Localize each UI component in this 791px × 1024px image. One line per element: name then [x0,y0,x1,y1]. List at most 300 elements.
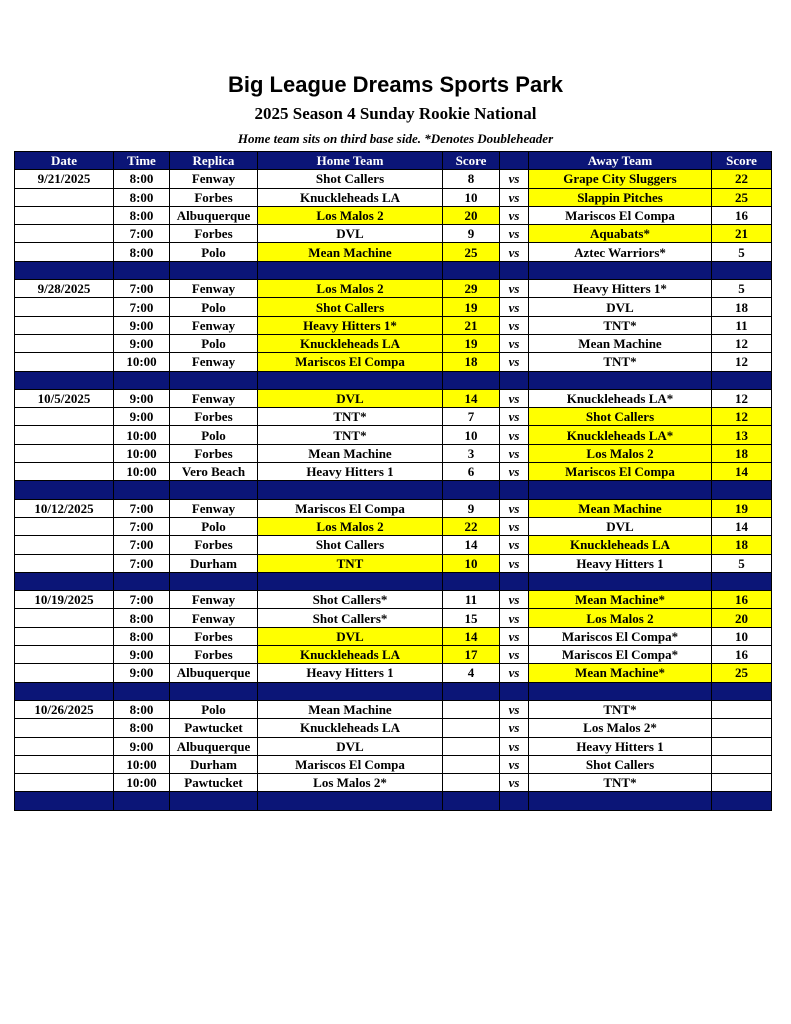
game-replica: Polo [170,334,258,352]
game-row [15,463,772,481]
game-replica: Forbes [170,225,258,243]
week-separator [15,371,772,389]
away-score [712,755,772,773]
separator-cell [712,682,772,700]
away-team: Grape City Sluggers [529,170,712,188]
home-team: TNT* [258,408,443,426]
vs-label: vs [500,719,529,737]
game-time: 10:00 [114,463,170,481]
home-team: DVL [258,389,443,407]
game-date [15,334,114,352]
game-row [15,188,772,206]
away-score: 18 [712,444,772,462]
game-time: 8:00 [114,188,170,206]
home-team: Heavy Hitters 1 [258,664,443,682]
game-date [15,353,114,371]
away-team: Slappin Pitches [529,188,712,206]
home-team: Shot Callers* [258,591,443,609]
home-score: 29 [443,280,500,298]
separator-cell [500,682,529,700]
game-time: 7:00 [114,554,170,572]
away-score: 16 [712,206,772,224]
home-team: Heavy Hitters 1 [258,463,443,481]
away-team: Mariscos El Compa [529,206,712,224]
away-score: 14 [712,463,772,481]
away-team: Shot Callers [529,755,712,773]
vs-label: vs [500,646,529,664]
home-team: DVL [258,225,443,243]
away-team: Los Malos 2* [529,719,712,737]
away-team: Aquabats* [529,225,712,243]
game-time: 10:00 [114,426,170,444]
game-date [15,298,114,316]
game-time: 7:00 [114,536,170,554]
game-replica: Forbes [170,188,258,206]
game-date [15,737,114,755]
separator-cell [712,371,772,389]
game-time: 9:00 [114,316,170,334]
home-team: Mean Machine [258,243,443,261]
separator-cell [500,371,529,389]
game-replica: Fenway [170,353,258,371]
game-time: 9:00 [114,646,170,664]
game-replica: Forbes [170,444,258,462]
home-score: 22 [443,517,500,535]
away-score: 16 [712,591,772,609]
page-title: Big League Dreams Sports Park [227,72,563,97]
vs-label: vs [500,554,529,572]
away-score: 10 [712,627,772,645]
home-score: 19 [443,298,500,316]
game-replica: Pawtucket [170,774,258,792]
away-team: Heavy Hitters 1 [529,554,712,572]
away-score: 5 [712,554,772,572]
game-time: 8:00 [114,627,170,645]
game-row [15,170,772,188]
separator-cell [529,481,712,499]
separator-cell [712,792,772,810]
game-replica: Forbes [170,627,258,645]
week-separator [15,682,772,700]
separator-cell [443,792,500,810]
game-date: 9/28/2025 [15,280,114,298]
home-score: 15 [443,609,500,627]
game-time: 9:00 [114,389,170,407]
game-row [15,755,772,773]
away-score: 18 [712,536,772,554]
vs-label: vs [500,499,529,517]
game-replica: Fenway [170,591,258,609]
game-row [15,536,772,554]
game-row [15,719,772,737]
separator-cell [114,481,170,499]
vs-label: vs [500,298,529,316]
vs-label: vs [500,536,529,554]
vs-label: vs [500,700,529,718]
away-score: 14 [712,517,772,535]
home-score: 14 [443,627,500,645]
away-score: 18 [712,298,772,316]
separator-cell [443,261,500,279]
home-score: 10 [443,554,500,572]
separator-cell [529,572,712,590]
vs-label: vs [500,316,529,334]
week-separator [15,792,772,810]
away-score: 25 [712,664,772,682]
separator-cell [529,682,712,700]
game-date: 10/26/2025 [15,700,114,718]
game-replica: Polo [170,517,258,535]
separator-cell [15,572,114,590]
separator-cell [170,682,258,700]
away-score: 12 [712,408,772,426]
separator-cell [712,572,772,590]
separator-cell [114,572,170,590]
home-score: 11 [443,591,500,609]
away-team: Heavy Hitters 1* [529,280,712,298]
vs-label: vs [500,170,529,188]
game-date [15,316,114,334]
game-row [15,609,772,627]
vs-label: vs [500,334,529,352]
away-team: Mean Machine* [529,664,712,682]
home-score: 10 [443,188,500,206]
schedule-table [14,151,772,811]
game-replica: Vero Beach [170,463,258,481]
game-time: 10:00 [114,755,170,773]
home-team: Shot Callers [258,536,443,554]
away-team: Mariscos El Compa* [529,646,712,664]
game-date [15,627,114,645]
separator-cell [443,682,500,700]
separator-cell [170,371,258,389]
game-time: 8:00 [114,243,170,261]
separator-cell [170,572,258,590]
header-date: Date [15,152,114,170]
game-row [15,389,772,407]
away-score [712,700,772,718]
game-row [15,280,772,298]
game-replica: Durham [170,554,258,572]
home-team: Mean Machine [258,444,443,462]
game-time: 8:00 [114,700,170,718]
game-time: 9:00 [114,737,170,755]
away-team: Mean Machine* [529,591,712,609]
separator-cell [114,682,170,700]
game-time: 8:00 [114,609,170,627]
home-score: 3 [443,444,500,462]
vs-label: vs [500,463,529,481]
separator-cell [443,371,500,389]
game-replica: Polo [170,426,258,444]
home-team: Heavy Hitters 1* [258,316,443,334]
away-score [712,719,772,737]
away-team: TNT* [529,353,712,371]
game-replica: Fenway [170,280,258,298]
game-time: 10:00 [114,353,170,371]
away-score: 16 [712,646,772,664]
separator-cell [170,792,258,810]
schedule-body [15,170,772,810]
game-row [15,408,772,426]
away-score [712,774,772,792]
home-team: Knuckleheads LA [258,646,443,664]
game-date [15,609,114,627]
game-row [15,517,772,535]
away-score: 12 [712,389,772,407]
game-row [15,334,772,352]
page-subtitle: 2025 Season 4 Sunday Rookie National [254,104,537,123]
home-score: 21 [443,316,500,334]
separator-cell [114,792,170,810]
home-team: Los Malos 2* [258,774,443,792]
home-score: 20 [443,206,500,224]
game-time: 7:00 [114,517,170,535]
game-replica: Polo [170,700,258,718]
away-team: TNT* [529,700,712,718]
home-team: Shot Callers [258,170,443,188]
away-score: 5 [712,243,772,261]
away-score: 20 [712,609,772,627]
game-time: 8:00 [114,170,170,188]
vs-label: vs [500,389,529,407]
away-team: TNT* [529,316,712,334]
vs-label: vs [500,517,529,535]
game-time: 7:00 [114,298,170,316]
vs-label: vs [500,444,529,462]
away-score [712,737,772,755]
vs-label: vs [500,280,529,298]
separator-cell [712,481,772,499]
game-replica: Polo [170,243,258,261]
game-row [15,774,772,792]
home-team: TNT* [258,426,443,444]
away-team: DVL [529,298,712,316]
game-row [15,316,772,334]
game-date: 10/5/2025 [15,389,114,407]
game-date [15,426,114,444]
game-time: 7:00 [114,499,170,517]
game-replica: Forbes [170,646,258,664]
game-time: 8:00 [114,206,170,224]
game-replica: Fenway [170,170,258,188]
home-score [443,755,500,773]
home-score: 17 [443,646,500,664]
home-score: 9 [443,499,500,517]
game-time: 7:00 [114,591,170,609]
week-separator [15,261,772,279]
separator-cell [712,261,772,279]
game-date: 10/19/2025 [15,591,114,609]
game-date [15,517,114,535]
separator-cell [500,572,529,590]
home-team: Los Malos 2 [258,517,443,535]
home-team: Los Malos 2 [258,280,443,298]
away-score: 12 [712,353,772,371]
separator-cell [258,371,443,389]
game-date [15,646,114,664]
home-team: Mariscos El Compa [258,499,443,517]
separator-cell [500,481,529,499]
game-row [15,298,772,316]
separator-cell [258,792,443,810]
away-team: Los Malos 2 [529,609,712,627]
vs-label: vs [500,591,529,609]
away-team: DVL [529,517,712,535]
game-date [15,755,114,773]
header-away-score: Score [712,152,772,170]
home-score [443,774,500,792]
away-score: 11 [712,316,772,334]
game-replica: Albuquerque [170,737,258,755]
game-row [15,737,772,755]
game-replica: Polo [170,298,258,316]
home-score: 10 [443,426,500,444]
game-row [15,646,772,664]
vs-label: vs [500,353,529,371]
away-team: Knuckleheads LA* [529,389,712,407]
game-row [15,700,772,718]
header-replica: Replica [170,152,258,170]
separator-cell [529,371,712,389]
home-score [443,700,500,718]
vs-label: vs [500,188,529,206]
game-replica: Fenway [170,389,258,407]
home-team: Mean Machine [258,700,443,718]
home-team: Mariscos El Compa [258,353,443,371]
away-team: Heavy Hitters 1 [529,737,712,755]
separator-cell [443,572,500,590]
header-vs [500,152,529,170]
away-score: 21 [712,225,772,243]
home-score: 9 [443,225,500,243]
separator-cell [500,792,529,810]
game-date: 9/21/2025 [15,170,114,188]
home-score: 6 [443,463,500,481]
separator-cell [114,261,170,279]
separator-cell [15,481,114,499]
away-score: 5 [712,280,772,298]
home-score [443,719,500,737]
game-replica: Fenway [170,499,258,517]
game-date [15,408,114,426]
vs-label: vs [500,627,529,645]
separator-cell [15,792,114,810]
away-team: Knuckleheads LA* [529,426,712,444]
home-team: Mariscos El Compa [258,755,443,773]
separator-cell [114,371,170,389]
separator-cell [258,481,443,499]
game-replica: Albuquerque [170,664,258,682]
game-date [15,536,114,554]
game-time: 7:00 [114,225,170,243]
game-time: 10:00 [114,774,170,792]
game-date [15,444,114,462]
game-row [15,627,772,645]
game-row [15,554,772,572]
game-time: 9:00 [114,408,170,426]
away-team: Mean Machine [529,334,712,352]
separator-cell [529,792,712,810]
game-row [15,664,772,682]
game-date [15,664,114,682]
game-row [15,499,772,517]
separator-cell [529,261,712,279]
header-away-team: Away Team [529,152,712,170]
game-replica: Forbes [170,536,258,554]
header-home-score: Score [443,152,500,170]
home-team: DVL [258,627,443,645]
away-team: Mariscos El Compa [529,463,712,481]
home-score: 14 [443,389,500,407]
game-row [15,444,772,462]
away-score: 25 [712,188,772,206]
game-date [15,206,114,224]
home-score: 8 [443,170,500,188]
header-time: Time [114,152,170,170]
game-time: 8:00 [114,719,170,737]
table-header-row [15,152,772,170]
away-score: 19 [712,499,772,517]
vs-label: vs [500,206,529,224]
away-team: Shot Callers [529,408,712,426]
home-team: Knuckleheads LA [258,334,443,352]
away-team: Aztec Warriors* [529,243,712,261]
away-team: Mariscos El Compa* [529,627,712,645]
home-score: 19 [443,334,500,352]
away-score: 12 [712,334,772,352]
home-team: Knuckleheads LA [258,188,443,206]
game-date [15,719,114,737]
away-score: 13 [712,426,772,444]
vs-label: vs [500,609,529,627]
home-team: DVL [258,737,443,755]
game-time: 9:00 [114,334,170,352]
vs-label: vs [500,408,529,426]
week-separator [15,572,772,590]
week-separator [15,481,772,499]
game-date [15,463,114,481]
home-team: Shot Callers [258,298,443,316]
separator-cell [15,371,114,389]
game-time: 10:00 [114,444,170,462]
home-score: 7 [443,408,500,426]
game-date: 10/12/2025 [15,499,114,517]
game-date [15,188,114,206]
home-score: 18 [443,353,500,371]
separator-cell [443,481,500,499]
away-team: Knuckleheads LA [529,536,712,554]
game-row [15,206,772,224]
away-score: 22 [712,170,772,188]
game-row [15,353,772,371]
vs-label: vs [500,426,529,444]
home-team: Los Malos 2 [258,206,443,224]
separator-cell [258,261,443,279]
separator-cell [170,481,258,499]
game-replica: Durham [170,755,258,773]
game-replica: Fenway [170,609,258,627]
header-home-team: Home Team [258,152,443,170]
home-score: 25 [443,243,500,261]
home-team: Knuckleheads LA [258,719,443,737]
game-row [15,591,772,609]
vs-label: vs [500,755,529,773]
game-row [15,426,772,444]
separator-cell [15,261,114,279]
game-date [15,243,114,261]
away-team: Mean Machine [529,499,712,517]
